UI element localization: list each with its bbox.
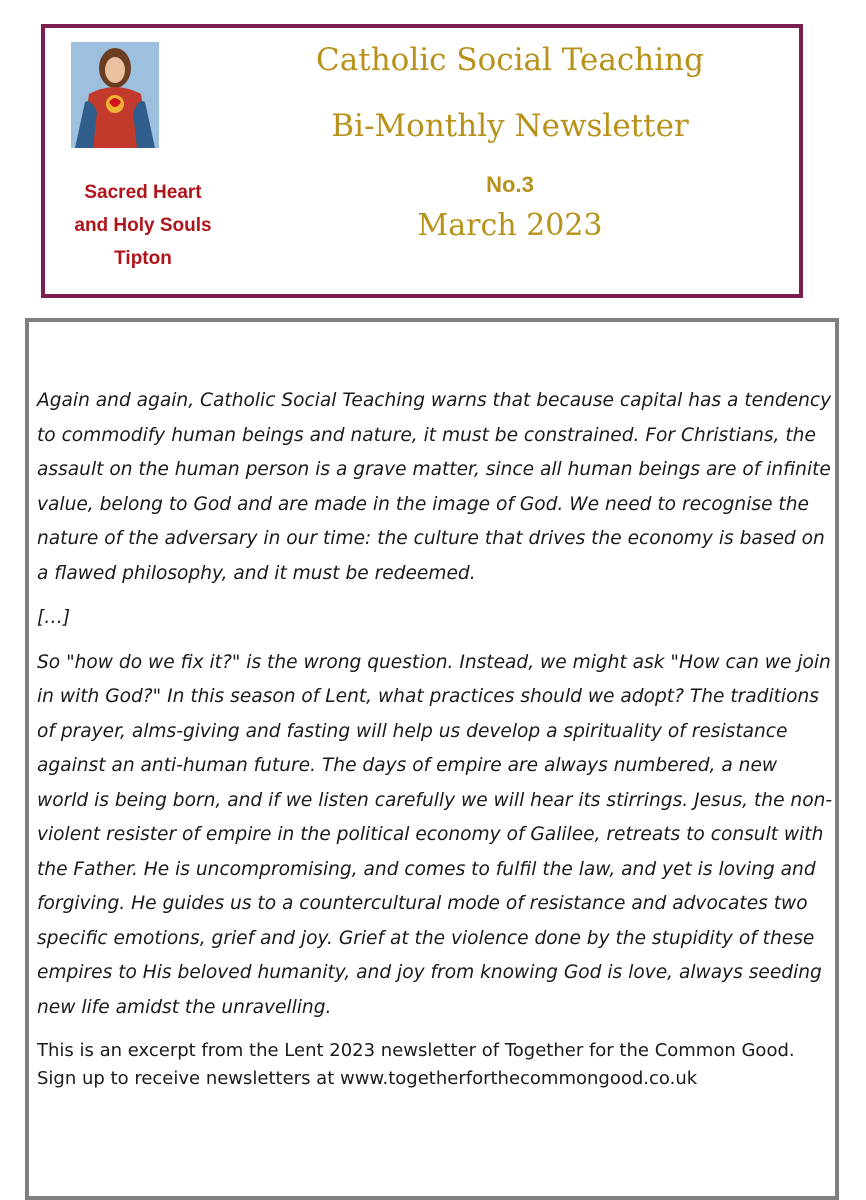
article-body: [37, 384, 833, 1103]
parish-name: [45, 176, 241, 275]
parish-name-line2: and Holy Souls: [74, 215, 212, 236]
issue-date: March 2023: [417, 208, 603, 243]
issue-number: No.3: [486, 172, 534, 197]
newsletter-title: Catholic Social Teaching: [316, 42, 704, 78]
article-box: [25, 318, 839, 1200]
article-paragraph-2: So "how do we fix it?" is the wrong question. Instead, we might ask "How can we join in with God?" In this season of Lent, what practices should we adopt? The traditions of prayer, alms-giving and fasting will help us develop a spirituality of resistance against an anti-human future. The days of empire are always numbered, a new world is being born, and if we listen carefully we will hear its stirrings. Jesus, the non-violent resister of empire in the political economy of Galilee, retreats to consult with the Father. He is uncompromising, and comes to fulfil the law, and yet is loving and forgiving. He guides us to a countercultural mode of resistance and advocates two specific emotions, grief and joy. Grief at the violence done by the stupidity of these empires to His beloved humanity, and joy from knowing God is love, always seeding new life amidst the unravelling.: [37, 651, 833, 1018]
source-note: [37, 1037, 833, 1093]
newsletter-header: [41, 24, 803, 298]
source-note-line1: This is an excerpt from the Lent 2023 newsletter of Together for the Common Good.: [37, 1040, 795, 1061]
article-ellipsis: […]: [37, 607, 71, 628]
newsletter-subtitle: Bi-Monthly Newsletter: [331, 108, 689, 144]
sacred-heart-image: [71, 42, 159, 148]
sacred-heart-image-graphic: [71, 42, 159, 148]
parish-name-line1: Sacred Heart: [84, 182, 202, 203]
source-note-line2: Sign up to receive newsletters at www.togetherforthecommongood.co.uk: [37, 1068, 698, 1089]
article-paragraph-1: Again and again, Catholic Social Teaching warns that because capital has a tendency to commodify human beings and nature, it must be constrained. For Christians, the assault on the human person is a grave matter, since all human beings are of infinite value, belong to God and are made in the image of God. We need to recognise the nature of the adversary in our time: the culture that drives the economy is based on a flawed philosophy, and it must be redeemed.: [37, 390, 832, 584]
parish-name-line3: Tipton: [114, 248, 172, 269]
